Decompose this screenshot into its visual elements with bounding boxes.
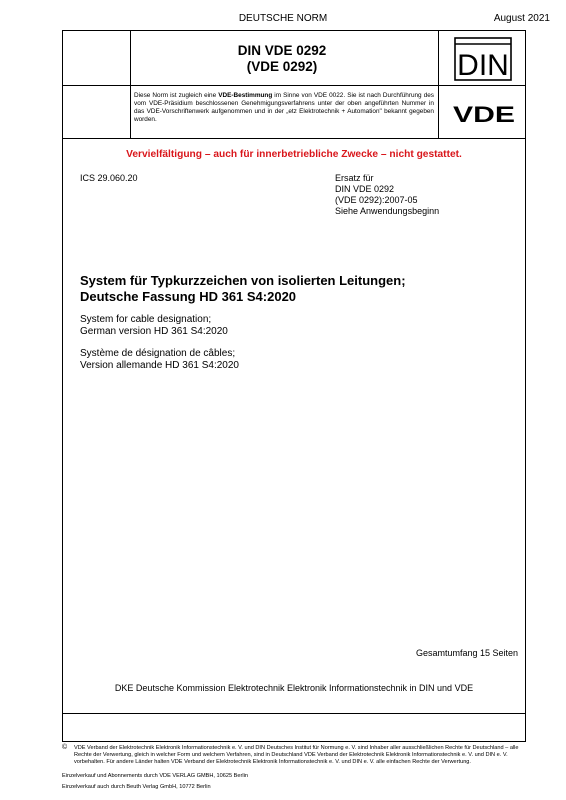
title-german-line2: Deutsche Fassung HD 361 S4:2020 (80, 289, 297, 304)
footer-sales-line1: Einzelverkauf und Abonnements durch VDE VERLAG GMBH, 10625 Berlin (62, 773, 248, 779)
din-logo (454, 37, 512, 81)
reproduction-warning: Vervielfältigung – auch für innerbetriebliche Zwecke – nicht gestattet. (126, 149, 462, 160)
copyright-text: VDE Verband der Elektrotechnik Elektronik Informationstechnik e. V. und DIN Deutsches Institut für Normung e. V. sind Inhaber aller ausschließlichen Rechte für Deutschland – alle Rechte der Verwertung, gleich in welcher Form und welchem Verfahren, sind in Deutschland VDE Verband der Elektrotechnik Elektronik Informationstechnik e. V. und DIN e. V. vorbehalten. Für andere Länder halten VDE Verband der Elektrotechnik Elektronik Informationstechnik e. V. und DIN e. V. alle einfachen Rechte der Verwertung. (74, 745, 519, 765)
divider-vde-note (62, 138, 526, 139)
standard-number (130, 43, 434, 75)
title-french-line2: Version allemande HD 361 S4:2020 (80, 360, 239, 371)
replacement-line4: Siehe Anwendungsbeginn (335, 206, 440, 216)
standard-number-line1: DIN VDE 0292 (237, 43, 327, 58)
vde-logo-text: VDE (453, 103, 515, 125)
replacement-line1: Ersatz für (335, 173, 374, 183)
replacement-line3: (VDE 0292):2007-05 (335, 195, 418, 205)
title-french (80, 348, 239, 372)
footer-copyright (62, 745, 532, 765)
page-count: Gesamtumfang 15 Seiten (415, 648, 518, 658)
title-german (80, 273, 406, 305)
vde-logo (452, 103, 516, 125)
title-english (80, 314, 228, 338)
replacement-info (335, 173, 439, 217)
divider-logo-column (438, 30, 439, 138)
ics-code: ICS 29.060.20 (80, 173, 138, 183)
vde-note-after: im Sinne von VDE 0022. Sie ist nach Durchführung des vom VDE-Präsidium beschlossenen Genehmigungsverfahrens unter der oben angeführten Nummer in das VDE-Vorschriftenwerk aufgenommen und in der „etz Elektrotechnik + Automation" bekannt gegeben worden. (134, 92, 434, 124)
divider-bottom (62, 713, 526, 714)
replacement-line2: DIN VDE 0292 (335, 184, 395, 194)
title-german-line1: System für Typkurzzeichen von isolierten Leitungen; (80, 273, 406, 288)
divider-header (62, 85, 526, 86)
din-logo-text: DIN (457, 49, 509, 81)
title-english-line2: German version HD 361 S4:2020 (80, 326, 228, 337)
title-english-line1: System for cable designation; (80, 314, 212, 325)
title-french-line1: Système de désignation de câbles; (80, 348, 236, 359)
vde-note-before: Diese Norm ist zugleich eine (134, 92, 219, 99)
copyright-symbol: © (62, 744, 68, 751)
standard-type-label: DEUTSCHE NORM (238, 13, 328, 24)
footer-sales-line2: Einzelverkauf auch durch Beuth Verlag GmbH, 10772 Berlin (62, 784, 211, 790)
vde-note-bold: VDE-Bestimmung (218, 92, 273, 99)
dke-line: DKE Deutsche Kommission Elektrotechnik Elektronik Informationstechnik in DIN und VDE (114, 683, 474, 693)
document-frame (62, 30, 526, 742)
publication-date: August 2021 (493, 13, 550, 24)
standard-number-line2: (VDE 0292) (246, 59, 318, 74)
vde-designation-note (134, 92, 434, 124)
